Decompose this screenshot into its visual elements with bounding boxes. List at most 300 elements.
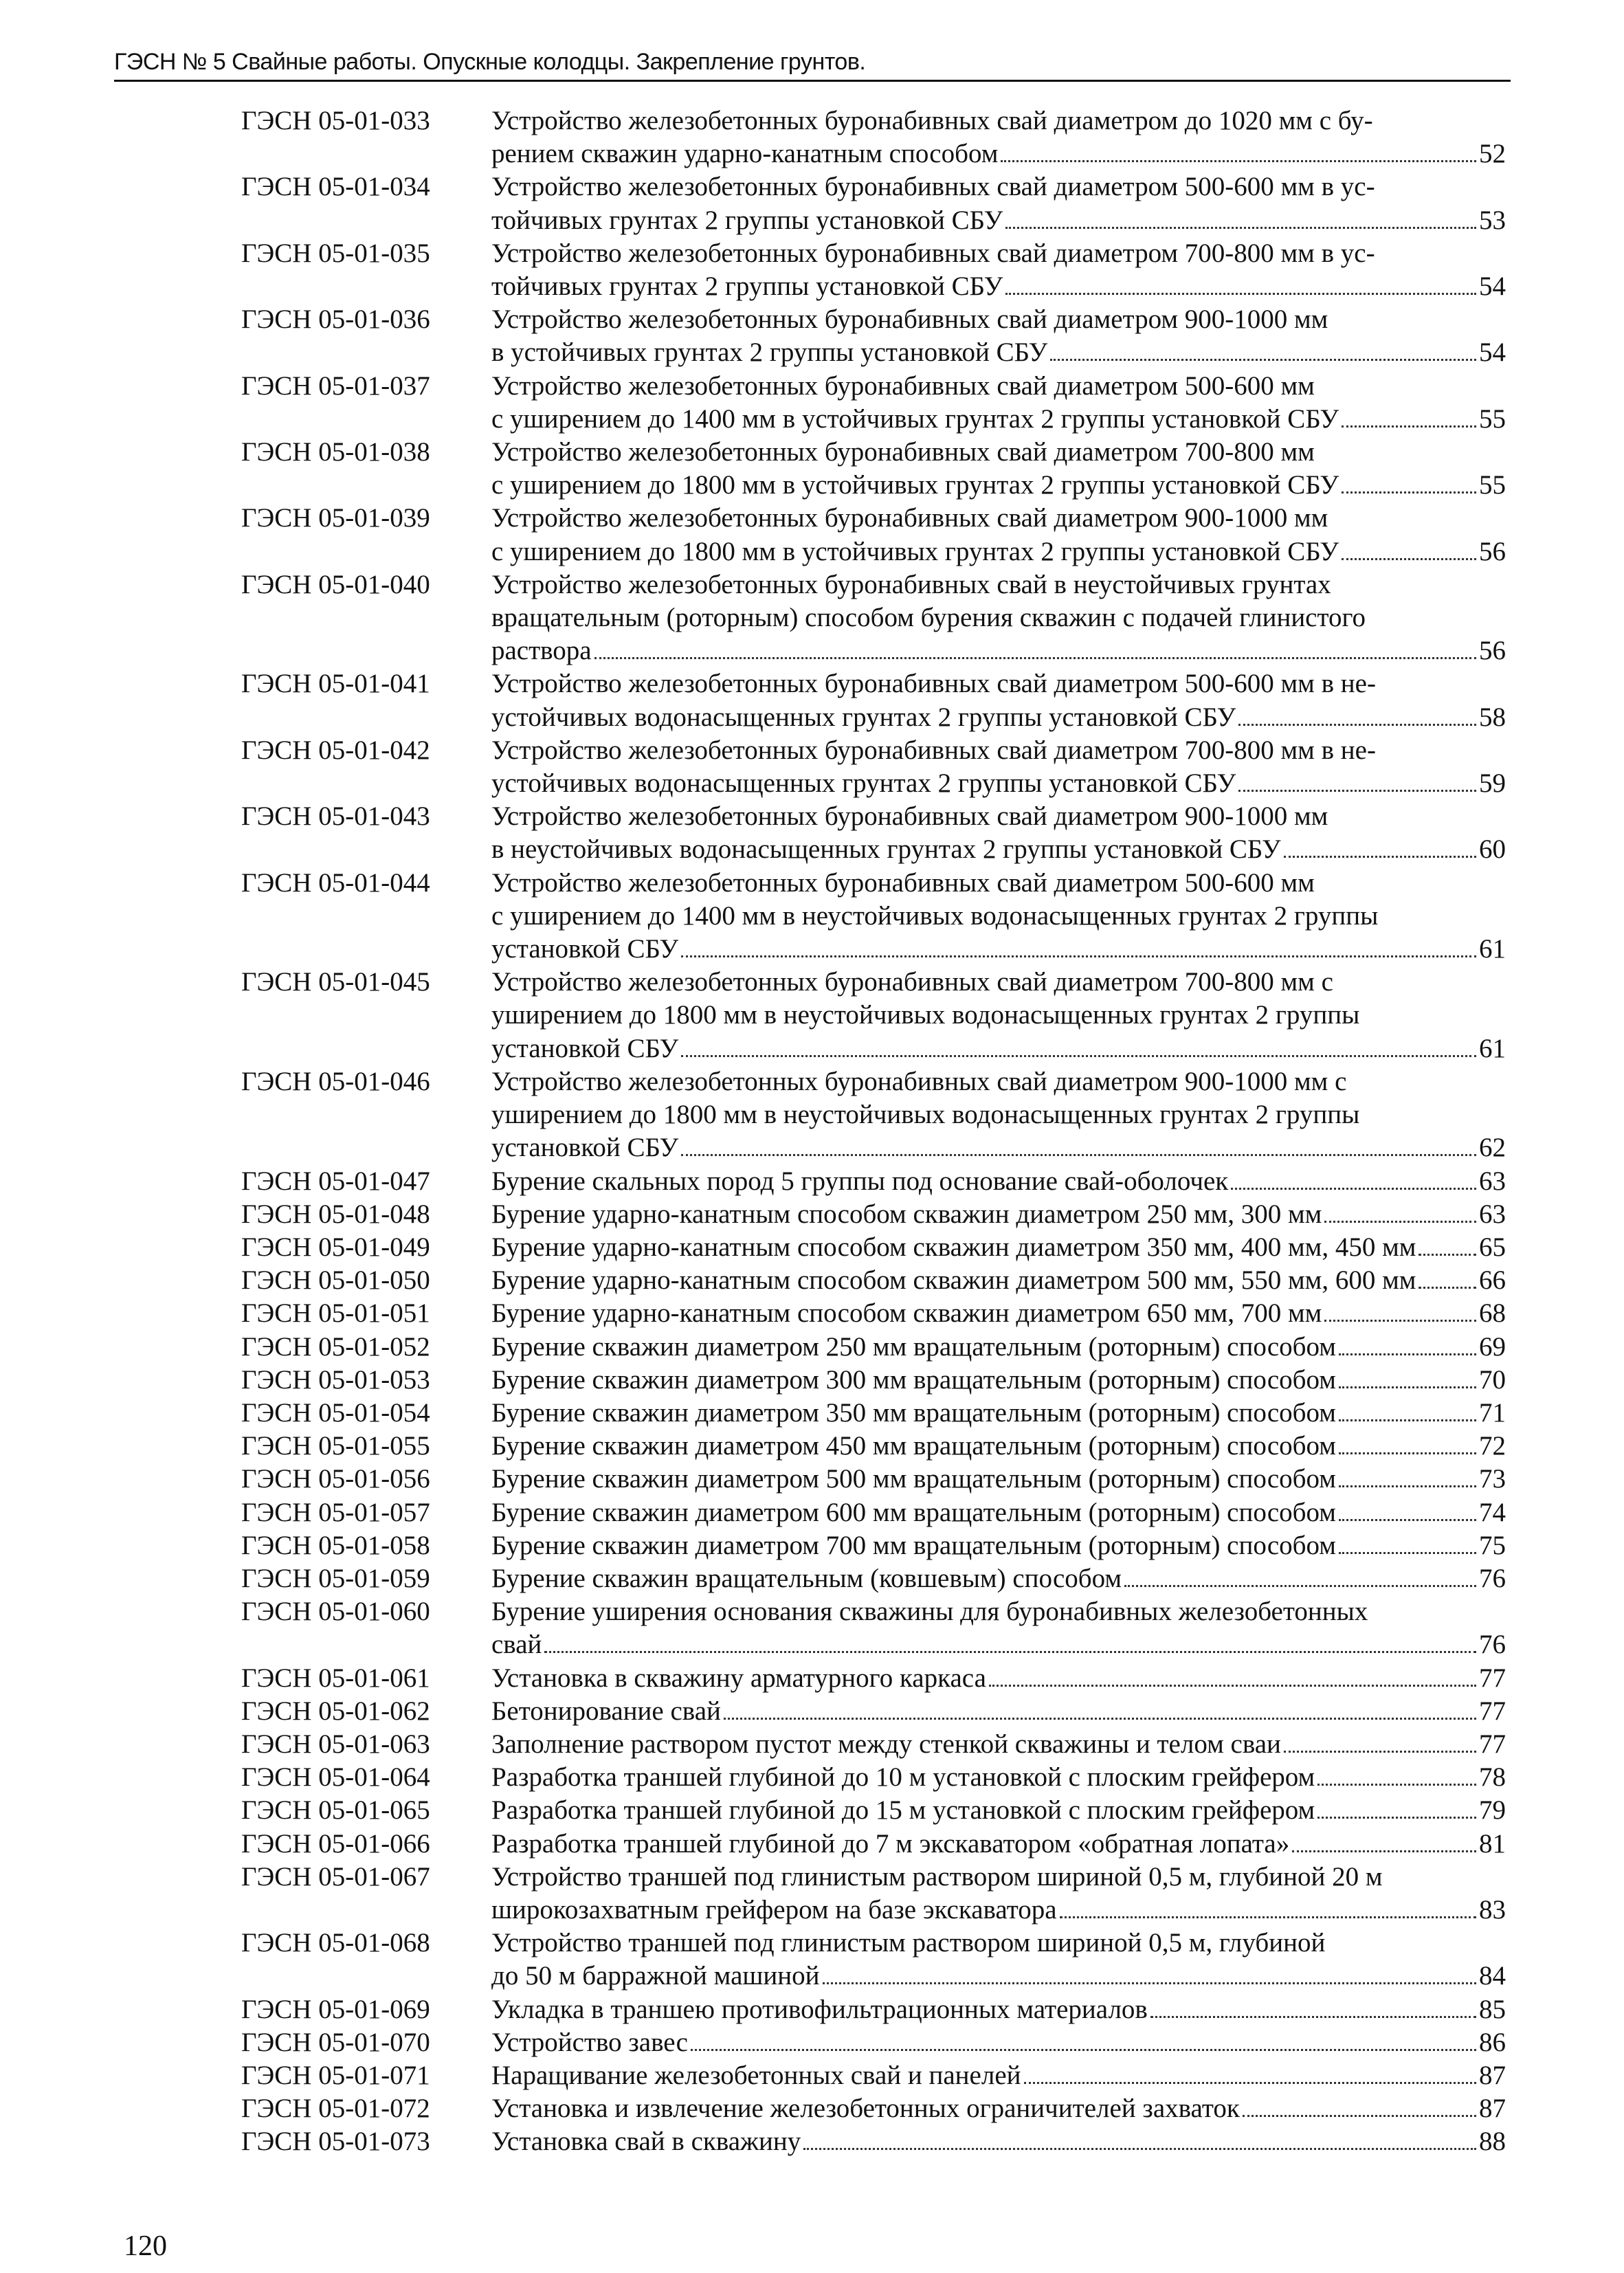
entry-title	[491, 1861, 1506, 1927]
toc-entry	[241, 237, 1506, 303]
entry-title-line	[491, 2125, 1506, 2158]
entry-code: ГЭСН 05-01-056	[241, 1464, 430, 1494]
entry-code: ГЭСН 05-01-033	[241, 106, 430, 135]
toc-entry	[241, 1728, 1506, 1761]
entry-code: ГЭСН 05-01-055	[241, 1431, 430, 1461]
entry-code: ГЭСН 05-01-046	[241, 1066, 430, 1096]
entry-page: 71	[1479, 1397, 1506, 1428]
entry-title-line	[491, 204, 1506, 237]
dot-leader	[1339, 1353, 1476, 1355]
toc-entry	[241, 667, 1506, 733]
entry-title-line	[491, 767, 1506, 800]
entry-title-text: Бурение скважин диаметром 450 мм вращательным (роторным) способом	[491, 1431, 1336, 1461]
entry-title-text: Укладка в траншею противофильтрационных материалов	[491, 1994, 1148, 2024]
entry-page: 85	[1479, 1994, 1506, 2024]
dot-leader	[1005, 292, 1476, 295]
entry-title-text: с уширением до 1800 мм в устойчивых грунтах 2 группы установкой СБУ	[491, 470, 1339, 500]
entry-title-line: Устройство железобетонных буронабивных свай в неустойчивых грунтах	[491, 569, 1331, 599]
entry-title-text: Бурение ударно-канатным способом скважин диаметром 350 мм, 400 мм, 450 мм	[491, 1232, 1416, 1262]
dot-leader	[1238, 789, 1476, 792]
entry-title-text: Установка свай в скважину	[491, 2127, 801, 2157]
entry-page: 56	[1479, 536, 1506, 566]
entry-title-line	[491, 1562, 1506, 1595]
entry-title	[491, 1198, 1506, 1231]
toc-entry	[241, 1993, 1506, 2026]
entry-title	[491, 1364, 1506, 1397]
entry-page: 61	[1479, 934, 1506, 964]
entry-title-text: Бурение скважин диаметром 350 мм вращательным (роторным) способом	[491, 1397, 1336, 1428]
entry-title-line: Устройство железобетонных буронабивных свай диаметром до 1020 мм с бу-	[491, 106, 1373, 135]
entry-title-text: Бурение скважин диаметром 250 мм вращательным (роторным) способом	[491, 1331, 1336, 1362]
entry-code: ГЭСН 05-01-049	[241, 1232, 430, 1262]
entry-page: 75	[1479, 1530, 1506, 1560]
entry-page: 87	[1479, 2094, 1506, 2124]
entry-title-text: устойчивых водонасыщенных грунтах 2 группы установкой СБУ	[491, 768, 1236, 799]
entry-title-line	[491, 1331, 1506, 1364]
entry-title	[491, 800, 1506, 866]
entry-title-line	[491, 1761, 1506, 1794]
entry-title-text: широкозахватным грейфером на базе экскаватора	[491, 1894, 1057, 1925]
entry-title-line	[491, 1960, 1506, 1993]
entry-title-line: Устройство железобетонных буронабивных свай диаметром 500-600 мм	[491, 370, 1315, 401]
entry-code: ГЭСН 05-01-070	[241, 2027, 430, 2057]
entry-title-line	[491, 1894, 1506, 1927]
dot-leader	[1238, 723, 1476, 726]
entry-title-line	[491, 634, 1506, 667]
entry-page: 78	[1479, 1762, 1506, 1793]
entry-title-line	[491, 2026, 1506, 2059]
entry-code: ГЭСН 05-01-053	[241, 1364, 430, 1395]
entry-title-line: Устройство железобетонных буронабивных свай диаметром 900-1000 мм	[491, 304, 1328, 335]
entry-page: 77	[1479, 1663, 1506, 1693]
toc-entry	[241, 1065, 1506, 1165]
dot-leader	[803, 2147, 1476, 2150]
entry-title	[491, 1993, 1506, 2026]
entry-title	[491, 1065, 1506, 1165]
entry-page: 60	[1479, 834, 1506, 865]
entry-title-text: Бурение скважин диаметром 300 мм вращательным (роторным) способом	[491, 1364, 1336, 1395]
dot-leader	[1317, 1783, 1476, 1786]
entry-title	[491, 1595, 1506, 1661]
dot-leader	[1339, 1419, 1476, 1421]
entry-title-text: Заполнение раствором пустот между стенкой скважины и телом сваи	[491, 1729, 1281, 1759]
entry-code: ГЭСН 05-01-065	[241, 1795, 430, 1826]
entry-title	[491, 1529, 1506, 1562]
entry-page: 77	[1479, 1696, 1506, 1726]
entry-title-line: Устройство траншей под глинистым раствором шириной 0,5 м, глубиной 20 м	[491, 1861, 1383, 1892]
entry-title	[491, 502, 1506, 568]
dot-leader	[1339, 1452, 1476, 1454]
entry-title-text: Бурение скважин диаметром 700 мм вращательным (роторным) способом	[491, 1530, 1336, 1560]
entry-title-line: Устройство железобетонных буронабивных свай диаметром 700-800 мм в ус-	[491, 238, 1375, 268]
entry-title	[491, 1828, 1506, 1861]
entry-title-text: Бурение ударно-канатным способом скважин диаметром 500 мм, 550 мм, 600 мм	[491, 1265, 1416, 1296]
entry-title-line	[491, 137, 1506, 170]
entry-code: ГЭСН 05-01-069	[241, 1994, 430, 2024]
dot-leader	[1342, 557, 1476, 560]
entry-page: 86	[1479, 2027, 1506, 2057]
toc-entry	[241, 2125, 1506, 2158]
entry-code: ГЭСН 05-01-071	[241, 2060, 430, 2090]
dot-leader	[691, 2048, 1476, 2051]
entry-code: ГЭСН 05-01-060	[241, 1597, 430, 1627]
toc-entry	[241, 734, 1506, 800]
dot-leader	[1124, 1584, 1476, 1587]
entry-title-text: Бетонирование свай	[491, 1696, 721, 1726]
entry-page: 65	[1479, 1232, 1506, 1262]
toc-entry	[241, 1496, 1506, 1529]
entry-title-text: установкой СБУ	[491, 1133, 679, 1163]
dot-leader	[544, 1650, 1476, 1653]
entry-title-text: устойчивых водонасыщенных грунтах 2 группы установкой СБУ	[491, 702, 1236, 732]
entry-page: 63	[1479, 1166, 1506, 1196]
entry-title-line	[491, 1297, 1506, 1330]
dot-leader	[1001, 159, 1476, 162]
entry-title	[491, 370, 1506, 436]
entry-title	[491, 1297, 1506, 1330]
entry-title-line: Устройство железобетонных буронабивных свай диаметром 700-800 мм в не-	[491, 735, 1376, 765]
entry-title-line	[491, 1993, 1506, 2026]
entry-page: 72	[1479, 1431, 1506, 1461]
entry-page: 74	[1479, 1497, 1506, 1527]
entry-title-text: Наращивание железобетонных свай и панелей	[491, 2060, 1021, 2090]
entry-title-text: Разработка траншей глубиной до 10 м установкой с плоским грейфером	[491, 1762, 1315, 1793]
entry-title-text: с уширением до 1800 мм в устойчивых грунтах 2 группы установкой СБУ	[491, 536, 1339, 566]
entry-code: ГЭСН 05-01-044	[241, 867, 430, 898]
toc-entry	[241, 436, 1506, 502]
toc-entry	[241, 800, 1506, 866]
dot-leader	[1150, 2015, 1476, 2018]
running-header: ГЭСН № 5 Свайные работы. Опускные колодцы. Закрепление грунтов.	[114, 49, 866, 75]
entry-code: ГЭСН 05-01-061	[241, 1663, 430, 1693]
dot-leader	[1324, 1220, 1476, 1223]
dot-leader	[1284, 1750, 1476, 1753]
toc-entry	[241, 1297, 1506, 1330]
entry-title-line	[491, 1628, 1506, 1661]
entry-title-line	[491, 1032, 1506, 1065]
entry-title-line	[491, 1828, 1506, 1861]
toc-entry	[241, 1198, 1506, 1231]
entry-title-text: Бурение скважин диаметром 500 мм вращательным (роторным) способом	[491, 1464, 1336, 1494]
entry-code: ГЭСН 05-01-054	[241, 1397, 430, 1428]
page-number: 120	[124, 2230, 167, 2262]
entry-page: 63	[1479, 1199, 1506, 1229]
toc-entry	[241, 867, 1506, 966]
entry-title-line: Устройство траншей под глинистым раствором шириной 0,5 м, глубиной	[491, 1928, 1326, 1958]
entry-title-text: Бурение скважин вращательным (ковшевым) способом	[491, 1563, 1122, 1593]
entry-title-line	[491, 1231, 1506, 1264]
entry-title-text: Бурение скважин диаметром 600 мм вращательным (роторным) способом	[491, 1497, 1336, 1527]
entry-title-line: с уширением до 1400 мм в неустойчивых водонасыщенных грунтах 2 группы	[491, 900, 1379, 931]
toc-entry	[241, 1231, 1506, 1264]
entry-code: ГЭСН 05-01-043	[241, 801, 430, 832]
entry-title-text: до 50 м барражной машиной	[491, 1961, 820, 1991]
toc-entry	[241, 502, 1506, 568]
toc-entry	[241, 1264, 1506, 1297]
toc-entry	[241, 1927, 1506, 1993]
dot-leader	[1339, 1386, 1476, 1388]
toc-entry	[241, 1794, 1506, 1827]
dot-leader	[724, 1717, 1476, 1720]
entry-title-line: Устройство железобетонных буронабивных свай диаметром 900-1000 мм	[491, 801, 1328, 832]
toc-entry	[241, 568, 1506, 668]
entry-code: ГЭСН 05-01-037	[241, 370, 430, 401]
entry-code: ГЭСН 05-01-063	[241, 1729, 430, 1759]
entry-page: 76	[1479, 1563, 1506, 1593]
entry-page: 59	[1479, 768, 1506, 799]
entry-title-text: Устройство завес	[491, 2027, 688, 2057]
entry-title-line	[491, 2092, 1506, 2125]
entry-page: 70	[1479, 1364, 1506, 1395]
entry-title-text: рением скважин ударно-канатным способом	[491, 139, 999, 169]
entry-page: 83	[1479, 1894, 1506, 1925]
entry-code: ГЭСН 05-01-066	[241, 1828, 430, 1859]
entry-title	[491, 170, 1506, 236]
entry-page: 84	[1479, 1961, 1506, 1991]
toc-entry	[241, 2059, 1506, 2092]
entry-page: 53	[1479, 205, 1506, 235]
dot-leader	[1060, 1916, 1476, 1918]
toc-entry	[241, 1430, 1506, 1463]
entry-code: ГЭСН 05-01-036	[241, 304, 430, 335]
entry-page: 56	[1479, 636, 1506, 666]
dot-leader	[1342, 491, 1476, 494]
entry-title-text: тойчивых грунтах 2 группы установкой СБУ	[491, 271, 1003, 302]
entry-title-line	[491, 270, 1506, 303]
toc-entry	[241, 966, 1506, 1065]
entry-page: 54	[1479, 271, 1506, 302]
entry-title	[491, 1231, 1506, 1264]
entry-title	[491, 1695, 1506, 1728]
entry-title-line	[491, 336, 1506, 369]
entry-title	[491, 237, 1506, 303]
toc-entry	[241, 1364, 1506, 1397]
entry-title-line: Бурение уширения основания скважины для буронабивных железобетонных	[491, 1597, 1368, 1627]
header-rule	[114, 80, 1511, 82]
entry-page: 73	[1479, 1464, 1506, 1494]
toc-entry	[241, 1695, 1506, 1728]
entry-title-line: уширением до 1800 мм в неустойчивых водонасыщенных грунтах 2 группы	[491, 1000, 1360, 1030]
entry-code: ГЭСН 05-01-050	[241, 1265, 430, 1296]
entry-title-line	[491, 833, 1506, 866]
entry-title-text: с уширением до 1400 мм в устойчивых грунтах 2 группы установкой СБУ	[491, 403, 1339, 434]
entry-page: 79	[1479, 1795, 1506, 1826]
entry-title-line	[491, 1131, 1506, 1164]
entry-title	[491, 667, 1506, 733]
entry-code: ГЭСН 05-01-039	[241, 503, 430, 533]
dot-leader	[594, 656, 1476, 659]
entry-title	[491, 1794, 1506, 1827]
entry-code: ГЭСН 05-01-064	[241, 1762, 430, 1793]
entry-title	[491, 568, 1506, 668]
entry-title-line: Устройство железобетонных буронабивных свай диаметром 500-600 мм в не-	[491, 669, 1376, 699]
entry-title-line	[491, 535, 1506, 568]
entry-code: ГЭСН 05-01-047	[241, 1166, 430, 1196]
entry-title-line: уширением до 1800 мм в неустойчивых водонасыщенных грунтах 2 группы	[491, 1100, 1360, 1130]
entry-title-line: Устройство железобетонных буронабивных свай диаметром 700-800 мм с	[491, 967, 1333, 997]
entry-title-line	[491, 1198, 1506, 1231]
entry-title-text: Бурение ударно-канатным способом скважин диаметром 250 мм, 300 мм	[491, 1199, 1322, 1229]
dot-leader	[1324, 1319, 1476, 1322]
dot-leader	[1339, 1518, 1476, 1521]
toc-entry	[241, 1165, 1506, 1198]
table-of-contents	[241, 104, 1506, 2159]
entry-code: ГЭСН 05-01-052	[241, 1331, 430, 1362]
entry-title	[491, 734, 1506, 800]
entry-title-line	[491, 1264, 1506, 1297]
entry-title-line	[491, 1529, 1506, 1562]
entry-title-line	[491, 1397, 1506, 1430]
dot-leader	[681, 1153, 1476, 1156]
entry-code: ГЭСН 05-01-038	[241, 437, 430, 467]
entry-code: ГЭСН 05-01-057	[241, 1497, 430, 1527]
dot-leader	[1419, 1253, 1476, 1256]
entry-title	[491, 1165, 1506, 1198]
entry-title-text: в неустойчивых водонасыщенных грунтах 2 группы установкой СБУ	[491, 834, 1281, 865]
toc-entry	[241, 1761, 1506, 1794]
toc-entry	[241, 170, 1506, 236]
entry-title	[491, 2125, 1506, 2158]
entry-title	[491, 1397, 1506, 1430]
entry-page: 76	[1479, 1630, 1506, 1660]
entry-page: 55	[1479, 403, 1506, 434]
entry-title-line: вращательным (роторным) способом бурения скважин с подачей глинистого	[491, 603, 1366, 633]
toc-entry	[241, 1861, 1506, 1927]
entry-title-line	[491, 1463, 1506, 1496]
entry-page: 87	[1479, 2060, 1506, 2090]
entry-title	[491, 436, 1506, 502]
entry-title-line: Устройство железобетонных буронабивных свай диаметром 700-800 мм	[491, 437, 1315, 467]
dot-leader	[1243, 2114, 1476, 2117]
entry-title-text: свай	[491, 1630, 542, 1660]
entry-title	[491, 1463, 1506, 1496]
entry-title	[491, 966, 1506, 1065]
entry-title-text: раствора	[491, 636, 592, 666]
entry-code: ГЭСН 05-01-034	[241, 172, 430, 202]
dot-leader	[989, 1684, 1476, 1687]
entry-title-line	[491, 403, 1506, 436]
entry-title	[491, 867, 1506, 966]
entry-title-text: в устойчивых грунтах 2 группы установкой СБУ	[491, 337, 1048, 368]
entry-title-text: Бурение скальных пород 5 группы под основание свай-оболочек	[491, 1166, 1229, 1196]
entry-code: ГЭСН 05-01-072	[241, 2094, 430, 2124]
entry-page: 54	[1479, 337, 1506, 368]
entry-title	[491, 1430, 1506, 1463]
dot-leader	[1339, 1485, 1476, 1487]
dot-leader	[1284, 855, 1476, 858]
entry-title	[491, 1927, 1506, 1993]
entry-page: 62	[1479, 1133, 1506, 1163]
entry-title-line	[491, 701, 1506, 734]
entry-page: 69	[1479, 1331, 1506, 1362]
toc-entry	[241, 104, 1506, 170]
entry-code: ГЭСН 05-01-062	[241, 1696, 430, 1726]
dot-leader	[1342, 425, 1476, 428]
entry-title	[491, 1331, 1506, 1364]
entry-title	[491, 1562, 1506, 1595]
toc-entry	[241, 1595, 1506, 1661]
entry-title	[491, 2092, 1506, 2125]
entry-title-line	[491, 1496, 1506, 1529]
entry-page: 81	[1479, 1828, 1506, 1859]
toc-entry	[241, 1463, 1506, 1496]
entry-code: ГЭСН 05-01-042	[241, 735, 430, 765]
entry-title-text: установкой СБУ	[491, 1033, 679, 1063]
entry-title-line	[491, 2059, 1506, 2092]
toc-entry	[241, 2092, 1506, 2125]
entry-page: 52	[1479, 139, 1506, 169]
entry-page: 68	[1479, 1298, 1506, 1329]
entry-title-text: Разработка траншей глубиной до 7 м экскаватором «обратная лопата»	[491, 1828, 1290, 1859]
entry-page: 66	[1479, 1265, 1506, 1296]
dot-leader	[1339, 1551, 1476, 1554]
entry-page: 58	[1479, 702, 1506, 732]
entry-code: ГЭСН 05-01-067	[241, 1861, 430, 1892]
toc-entry	[241, 1529, 1506, 1562]
entry-page: 55	[1479, 470, 1506, 500]
entry-page: 61	[1479, 1033, 1506, 1063]
entry-title-line	[491, 1662, 1506, 1695]
entry-title-text: установкой СБУ	[491, 934, 679, 964]
dot-leader	[1024, 2081, 1477, 2084]
entry-title-text: Установка и извлечение железобетонных ограничителей захваток	[491, 2094, 1240, 2124]
entry-title-line: Устройство железобетонных буронабивных свай диаметром 500-600 мм в ус-	[491, 172, 1375, 202]
entry-code: ГЭСН 05-01-068	[241, 1928, 430, 1958]
dot-leader	[1317, 1816, 1476, 1819]
toc-entry	[241, 1562, 1506, 1595]
entry-title-line: Устройство железобетонных буронабивных свай диаметром 900-1000 мм с	[491, 1066, 1347, 1096]
entry-title	[491, 1728, 1506, 1761]
entry-code: ГЭСН 05-01-051	[241, 1298, 430, 1329]
dot-leader	[1419, 1286, 1476, 1289]
entry-code: ГЭСН 05-01-073	[241, 2127, 430, 2157]
entry-title-line	[491, 1728, 1506, 1761]
dot-leader	[1292, 1850, 1476, 1852]
toc-entry	[241, 1397, 1506, 1430]
entry-title-line: Устройство железобетонных буронабивных свай диаметром 900-1000 мм	[491, 503, 1328, 533]
dot-leader	[1005, 226, 1476, 229]
toc-entry	[241, 303, 1506, 369]
entry-title-line	[491, 1165, 1506, 1198]
toc-entry	[241, 370, 1506, 436]
dot-leader	[681, 955, 1476, 957]
entry-title-line	[491, 1364, 1506, 1397]
entry-title-line	[491, 469, 1506, 502]
dot-leader	[681, 1054, 1476, 1057]
toc-entry	[241, 1828, 1506, 1861]
dot-leader	[823, 1982, 1476, 1984]
entry-title	[491, 2059, 1506, 2092]
entry-title-text: Бурение ударно-канатным способом скважин диаметром 650 мм, 700 мм	[491, 1298, 1322, 1329]
entry-title	[491, 104, 1506, 170]
toc-entry	[241, 1331, 1506, 1364]
entry-code: ГЭСН 05-01-041	[241, 669, 430, 699]
entry-code: ГЭСН 05-01-040	[241, 569, 430, 599]
entry-title	[491, 1264, 1506, 1297]
entry-title	[491, 2026, 1506, 2059]
entry-code: ГЭСН 05-01-045	[241, 967, 430, 997]
toc-entry	[241, 1662, 1506, 1695]
entry-title-text: тойчивых грунтах 2 группы установкой СБУ	[491, 205, 1003, 235]
entry-title-text: Установка в скважину арматурного каркаса	[491, 1663, 986, 1693]
entry-title	[491, 303, 1506, 369]
entry-title-line	[491, 1794, 1506, 1827]
entry-code: ГЭСН 05-01-048	[241, 1199, 430, 1229]
entry-code: ГЭСН 05-01-059	[241, 1563, 430, 1593]
entry-title	[491, 1662, 1506, 1695]
entry-title	[491, 1496, 1506, 1529]
entry-title-text: Разработка траншей глубиной до 15 м установкой с плоским грейфером	[491, 1795, 1315, 1826]
